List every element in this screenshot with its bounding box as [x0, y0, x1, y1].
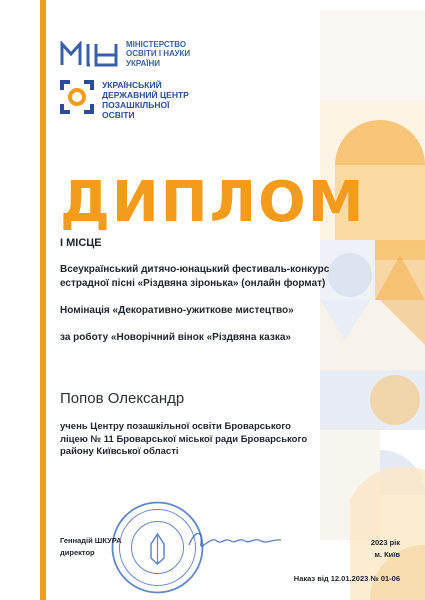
- center-logo: [60, 80, 189, 120]
- center-emblem-icon: [60, 80, 94, 114]
- issue-year: 2023 рік: [370, 538, 400, 547]
- ministry-name: МІНІСТЕРСТВО ОСВІТИ І НАУКИ УКРАЇНИ: [126, 39, 191, 68]
- signature-icon: [185, 525, 285, 555]
- order-reference: Наказ від 12.01.2023 № 01-06: [293, 574, 400, 583]
- decorative-pattern: [320, 0, 425, 600]
- place-label: І МІСЦЕ: [60, 237, 102, 249]
- center-name: УКРАЇНСЬКИЙ ДЕРЖАВНИЙ ЦЕНТР ПОЗАШКІЛЬНОЇ ОСВІТИ: [102, 80, 189, 120]
- issue-city: м. Київ: [374, 550, 400, 559]
- ministry-logo: [60, 38, 190, 70]
- ministry-emblem-icon: [60, 41, 118, 67]
- recipient-name: Попов Олександр: [60, 390, 185, 407]
- accent-stripe: [40, 0, 46, 600]
- work-title: за роботу «Новорічний вінок «Різдвяна казка»: [60, 332, 291, 343]
- diploma-title: ДИПЛОМ: [60, 170, 366, 235]
- recipient-description: учень Центру позашкільної освіти Броварського ліцею № 11 Броварської міської ради Броварського району Київської області: [60, 421, 308, 457]
- nomination-text: Номінація «Декоративно-ужиткове мистецтво»: [60, 305, 294, 316]
- signer-role: директор: [60, 548, 95, 557]
- signer-name: Геннадій ШКУРА: [60, 536, 122, 545]
- festival-name: Всеукраїнський дитячо-юнацький фестиваль-конкурс естрадної пісні «Різдвяна зіронька» (онлайн формат): [60, 264, 330, 289]
